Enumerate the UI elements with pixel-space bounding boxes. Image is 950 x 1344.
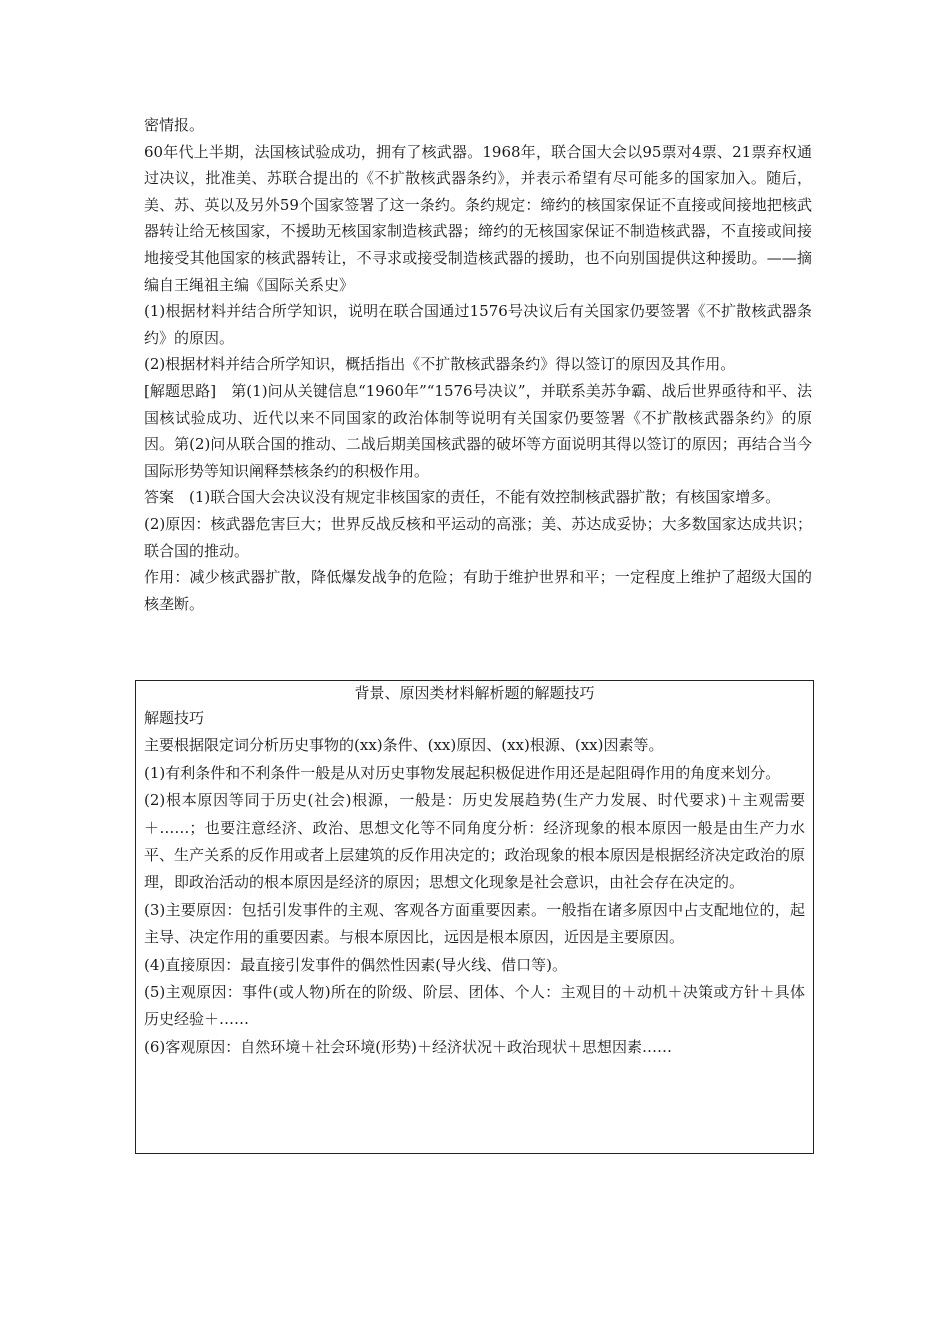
answer-1: 答案 (1)联合国大会决议没有规定非核国家的责任，不能有效控制核武器扩散；有核国家增多。 xyxy=(144,488,781,507)
tip-4: (4)直接原因：最直接引发事件的偶然性因素(导火线、借口等)。 xyxy=(144,955,567,974)
continuation-text: 密情报。 xyxy=(144,116,205,134)
answer-2-reasons: (2)原因：核武器危害巨大；世界反战反核和平运动的高涨；美、苏达成妥协；大多数国家达成共识；联合国的推动。 xyxy=(144,514,812,560)
question-1: (1)根据材料并结合所学知识，说明在联合国通过1576号决议后有关国家仍要签署《不扩散核武器条约》的原因。 xyxy=(144,302,812,347)
material-paragraph: 60年代上半期，法国核试验成功，拥有了核武器。1968年，联合国大会以95票对4票、21票弃权通过决议，批准美、苏联合提出的《不扩散核武器条约》，并表示希望有尽可能多的国家加入。随后，美、苏、英以及另外59个国家签署了这一条约。条约规定：缔约的核国家保证不直接或间接地把核武器转让给无核国家，不援助无核国家制造核武器；缔约的无核国家保证不制造核武器，不直接或间接地接受其他国家的核武器转让，不寻求或接受制造核武器的援助，也不向别国提供这种援助。——摘编自王绳祖主编《国际关系史》 xyxy=(144,142,812,294)
tip-3: (3)主要原因：包括引发事件的主观、客观各方面重要因素。一般指在诸多原因中占支配地位的，起主导、决定作用的重要因素。与根本原因比，远因是根本原因，近因是主要原因。 xyxy=(144,900,805,947)
tips-intro: 主要根据限定词分析历史事物的(xx)条件、(xx)原因、(xx)根源、(xx)因素等。 xyxy=(144,736,664,755)
answer-2-effects: 作用：减少核武器扩散，降低爆发战争的危险；有助于维护世界和平；一定程度上维护了超级大国的核垄断。 xyxy=(144,568,812,613)
tip-5: (5)主观原因：事件(或人物)所在的阶级、阶层、团体、个人：主观目的＋动机＋决策或方针＋具体历史经验＋…… xyxy=(144,983,805,1029)
tips-box xyxy=(135,680,814,1154)
solution-approach: [解题思路] 第(1)问从关键信息“1960年”“1576号决议”，并联系美苏争霸、战后世界亟待和平、法国核试验成功、近代以来不同国家的政治体制等说明有关国家仍要签署《不扩散核武器条约》的原因。第(2)问从联合国的推动、二战后期美国核武器的破坏等方面说明其得以签订的原因；再结合当今国际形势等知识阐释禁核条约的积极作用。 xyxy=(144,381,812,480)
main-text xyxy=(144,112,812,617)
tip-6: (6)客观原因：自然环境＋社会环境(形势)＋经济状况＋政治现状＋思想因素…… xyxy=(144,1037,672,1056)
question-2: (2)根据材料并结合所学知识，概括指出《不扩散核武器条约》得以签订的原因及其作用。 xyxy=(144,355,736,374)
tip-1: (1)有利条件和不利条件一般是从对历史事物发展起积极促进作用还是起阻碍作用的角度来划分。 xyxy=(144,763,781,782)
tips-box-title: 背景、原因类材料解析题的解题技巧 xyxy=(354,684,595,702)
tip-2: (2)根本原因等同于历史(社会)根源，一般是：历史发展趋势(生产力发展、时代要求)＋主观需要＋……；也要注意经济、政治、思想文化等不同角度分析：经济现象的根本原因一般是由生产力水平、生产关系的反作用或者上层建筑的反作用决定的；政治现象的根本原因是根据经济决定政治的原理，即政治活动的根本原因是经济的原因；思想文化现象是社会意识，由社会存在决定的。 xyxy=(144,791,805,892)
tips-heading: 解题技巧 xyxy=(144,709,205,727)
